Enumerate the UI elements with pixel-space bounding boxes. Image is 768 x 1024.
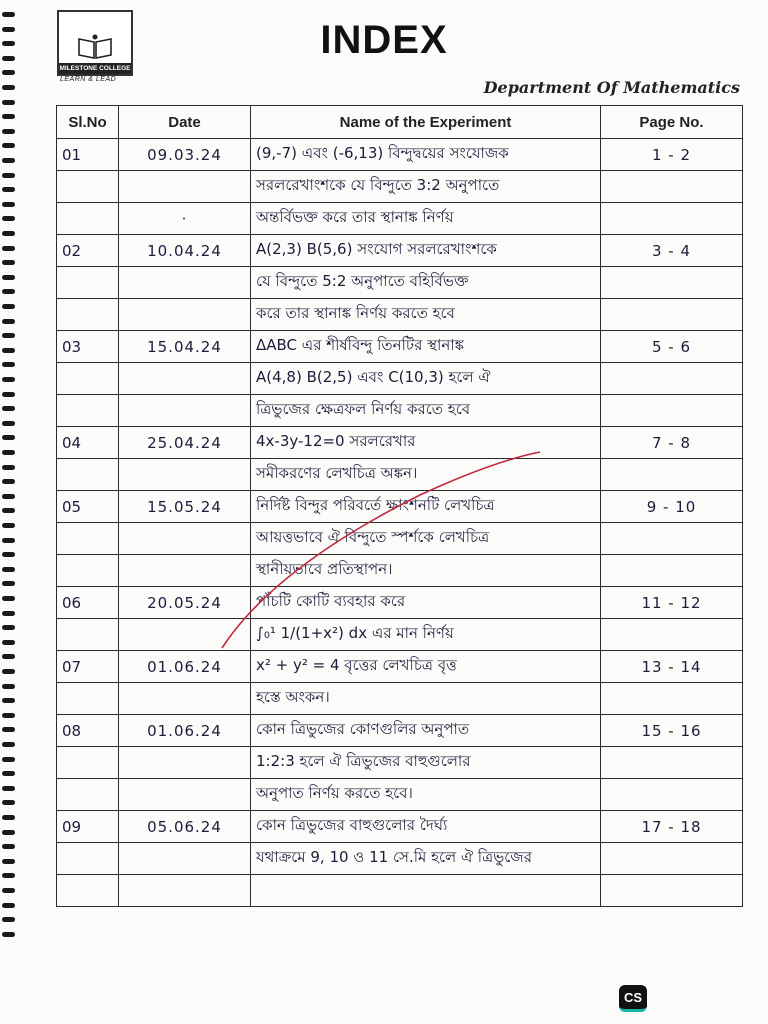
cell-page-no: 3 - 4 (601, 235, 743, 267)
cell-sl (57, 267, 119, 299)
cell-sl: 07 (57, 651, 119, 683)
cell-date: 01.06.24 (119, 715, 251, 747)
cell-date: · (119, 203, 251, 235)
cell-date (119, 683, 251, 715)
table-row (57, 843, 743, 875)
table-row (57, 267, 743, 299)
spiral-ring (2, 100, 15, 105)
page-title: INDEX (320, 18, 448, 62)
cell-page-no: 5 - 6 (601, 331, 743, 363)
cell-experiment-name: সরলরেখাংশকে যে বিন্দুতে 3:2 অনুপাতে (251, 171, 601, 203)
table-row (57, 459, 743, 491)
spiral-ring (2, 173, 15, 178)
spiral-ring (2, 435, 15, 440)
cell-date (119, 555, 251, 587)
cell-sl (57, 363, 119, 395)
cell-sl (57, 619, 119, 651)
spiral-ring (2, 859, 15, 864)
table-row (57, 651, 743, 683)
table-row (57, 299, 743, 331)
cell-experiment-name: A(4,8) B(2,5) এবং C(10,3) হলে ঐ (251, 363, 601, 395)
cell-date (119, 843, 251, 875)
spiral-ring (2, 406, 15, 411)
spiral-ring (2, 581, 15, 586)
cell-page-no: 13 - 14 (601, 651, 743, 683)
cell-date: 10.04.24 (119, 235, 251, 267)
cell-date: 15.05.24 (119, 491, 251, 523)
cell-page-no (601, 619, 743, 651)
spiral-ring (2, 625, 15, 630)
spiral-ring (2, 596, 15, 601)
cell-date: 25.04.24 (119, 427, 251, 459)
spiral-ring (2, 319, 15, 324)
spiral-ring (2, 552, 15, 557)
cell-page-no: 17 - 18 (601, 811, 743, 843)
cell-date (119, 779, 251, 811)
spiral-ring (2, 903, 15, 908)
cell-date (119, 523, 251, 555)
spiral-ring (2, 742, 15, 747)
spiral-ring (2, 114, 15, 119)
cell-experiment-name: অন্তর্বিভক্ত করে তার স্থানাঙ্ক নির্ণয় (251, 203, 601, 235)
table-row (57, 171, 743, 203)
cell-page-no (601, 363, 743, 395)
cell-sl (57, 683, 119, 715)
table-row (57, 555, 743, 587)
cell-sl (57, 523, 119, 555)
table-row (57, 523, 743, 555)
spiral-ring (2, 289, 15, 294)
table-row (57, 427, 743, 459)
cell-sl (57, 779, 119, 811)
cell-date: 20.05.24 (119, 587, 251, 619)
spiral-ring (2, 815, 15, 820)
spiral-ring (2, 757, 15, 762)
table-row (57, 875, 743, 907)
spiral-ring (2, 698, 15, 703)
spiral-ring (2, 830, 15, 835)
cell-experiment-name (251, 875, 601, 907)
cell-experiment-name: সমীকরণের লেখচিত্র অঙ্কন। (251, 459, 601, 491)
cell-experiment-name: A(2,3) B(5,6) সংযোগ সরলরেখাংশকে (251, 235, 601, 267)
cell-page-no (601, 203, 743, 235)
spiral-ring (2, 12, 15, 17)
spiral-ring (2, 727, 15, 732)
table-row (57, 395, 743, 427)
spiral-ring (2, 523, 15, 528)
table-row (57, 587, 743, 619)
cell-sl: 02 (57, 235, 119, 267)
spiral-ring (2, 348, 15, 353)
table-row (57, 491, 743, 523)
spiral-ring (2, 129, 15, 134)
spiral-ring (2, 713, 15, 718)
cell-sl (57, 459, 119, 491)
cell-date: 05.06.24 (119, 811, 251, 843)
spiral-ring (2, 800, 15, 805)
cell-date (119, 619, 251, 651)
cell-sl: 08 (57, 715, 119, 747)
spiral-ring (2, 465, 15, 470)
spiral-ring (2, 873, 15, 878)
spiral-ring (2, 275, 15, 280)
cell-experiment-name: (9,-7) এবং (-6,13) বিন্দুদ্বয়ের সংযোজক (251, 139, 601, 171)
spiral-ring (2, 684, 15, 689)
spiral-ring (2, 508, 15, 513)
cell-page-no: 7 - 8 (601, 427, 743, 459)
table-row (57, 235, 743, 267)
index-table (56, 105, 743, 907)
cell-sl (57, 555, 119, 587)
spiral-binding (0, 0, 22, 950)
cell-date (119, 299, 251, 331)
cell-date: 15.04.24 (119, 331, 251, 363)
spiral-ring (2, 187, 15, 192)
logo-college-name: MILESTONE COLLEGE (59, 65, 131, 72)
cell-date: 01.06.24 (119, 651, 251, 683)
spiral-ring (2, 494, 15, 499)
column-header-sl: Sl.No (57, 106, 119, 139)
spiral-ring (2, 669, 15, 674)
cell-sl (57, 171, 119, 203)
spiral-ring (2, 231, 15, 236)
spiral-ring (2, 333, 15, 338)
cell-page-no: 9 - 10 (601, 491, 743, 523)
cell-page-no: 11 - 12 (601, 587, 743, 619)
table-row (57, 747, 743, 779)
table-row (57, 619, 743, 651)
cell-page-no: 1 - 2 (601, 139, 743, 171)
spiral-ring (2, 932, 15, 937)
spiral-ring (2, 362, 15, 367)
cell-sl: 09 (57, 811, 119, 843)
cell-sl: 01 (57, 139, 119, 171)
cell-date: 09.03.24 (119, 139, 251, 171)
table-row (57, 715, 743, 747)
cell-page-no (601, 683, 743, 715)
cell-experiment-name: কোন ত্রিভুজের বাহুগুলোর দৈর্ঘ্য (251, 811, 601, 843)
spiral-ring (2, 304, 15, 309)
column-header-page: Page No. (601, 106, 743, 139)
table-row (57, 811, 743, 843)
cell-experiment-name: যথাক্রমে 9, 10 ও 11 সে.মি হলে ঐ ত্রিভুজের (251, 843, 601, 875)
cell-experiment-name: ত্রিভুজের ক্ষেত্রফল নির্ণয় করতে হবে (251, 395, 601, 427)
spiral-ring (2, 158, 15, 163)
cell-sl: 05 (57, 491, 119, 523)
cell-date (119, 171, 251, 203)
spiral-ring (2, 538, 15, 543)
spiral-ring (2, 786, 15, 791)
cell-sl (57, 747, 119, 779)
cell-page-no (601, 779, 743, 811)
cell-experiment-name: 1:2:3 হলে ঐ ত্রিভুজের বাহুগুলোর (251, 747, 601, 779)
cell-sl: 04 (57, 427, 119, 459)
cell-page-no (601, 267, 743, 299)
cell-date (119, 395, 251, 427)
cell-experiment-name: যে বিন্দুতে 5:2 অনুপাতে বহির্বিভক্ত (251, 267, 601, 299)
table-header-row (57, 106, 743, 139)
cell-experiment-name: ∫₀¹ 1/(1+x²) dx এর মান নির্ণয় (251, 619, 601, 651)
cell-experiment-name: স্থানীয়ভাবে প্রতিস্থাপন। (251, 555, 601, 587)
cell-page-no (601, 395, 743, 427)
table-row (57, 331, 743, 363)
cell-experiment-name: পাঁচটি কোটি ব্যবহার করে (251, 587, 601, 619)
spiral-ring (2, 917, 15, 922)
table-row (57, 203, 743, 235)
table-row (57, 139, 743, 171)
spiral-ring (2, 611, 15, 616)
spiral-ring (2, 771, 15, 776)
spiral-ring (2, 260, 15, 265)
spiral-ring (2, 143, 15, 148)
spiral-ring (2, 567, 15, 572)
cell-date (119, 459, 251, 491)
cell-experiment-name: ΔABC এর শীর্ষবিন্দু তিনটির স্থানাঙ্ক (251, 331, 601, 363)
department-label: Department Of Mathematics (483, 78, 740, 97)
spiral-ring (2, 246, 15, 251)
cell-page-no (601, 523, 743, 555)
spiral-ring (2, 450, 15, 455)
cell-page-no: 15 - 16 (601, 715, 743, 747)
cell-page-no (601, 459, 743, 491)
cell-date (119, 875, 251, 907)
cell-experiment-name: কোন ত্রিভুজের কোণগুলির অনুপাত (251, 715, 601, 747)
cell-sl: 03 (57, 331, 119, 363)
spiral-ring (2, 654, 15, 659)
spiral-ring (2, 421, 15, 426)
table-row (57, 363, 743, 395)
spiral-ring (2, 85, 15, 90)
cell-date (119, 363, 251, 395)
cell-sl (57, 395, 119, 427)
cell-experiment-name: 4x-3y-12=0 সরলরেখার (251, 427, 601, 459)
cell-page-no (601, 299, 743, 331)
cell-experiment-name: নির্দিষ্ট বিন্দুর পরিবর্তে ক্ষাংশনটি লেখচিত্র (251, 491, 601, 523)
cell-page-no (601, 171, 743, 203)
logo-tagline: LEARN & LEAD (60, 76, 117, 83)
cell-sl (57, 875, 119, 907)
cell-page-no (601, 747, 743, 779)
spiral-ring (2, 844, 15, 849)
spiral-ring (2, 888, 15, 893)
table-row (57, 779, 743, 811)
table-body (57, 139, 743, 907)
cell-sl (57, 299, 119, 331)
cell-sl (57, 843, 119, 875)
cell-sl (57, 203, 119, 235)
cell-experiment-name: অনুপাত নির্ণয় করতে হবে। (251, 779, 601, 811)
table-row (57, 683, 743, 715)
camscanner-watermark: CS (619, 985, 647, 1012)
spiral-ring (2, 392, 15, 397)
cell-date (119, 267, 251, 299)
column-header-date: Date (119, 106, 251, 139)
cell-experiment-name: আয়ত্তভাবে ঐ বিন্দুতে স্পর্শকে লেখচিত্র (251, 523, 601, 555)
cell-page-no (601, 843, 743, 875)
cell-page-no (601, 875, 743, 907)
spiral-ring (2, 640, 15, 645)
spiral-ring (2, 202, 15, 207)
spiral-ring (2, 216, 15, 221)
cell-page-no (601, 555, 743, 587)
spiral-ring (2, 377, 15, 382)
cell-date (119, 747, 251, 779)
cell-sl: 06 (57, 587, 119, 619)
spiral-ring (2, 479, 15, 484)
column-header-name: Name of the Experiment (251, 106, 601, 139)
cell-experiment-name: x² + y² = 4 বৃত্তের লেখচিত্র বৃত্ত (251, 651, 601, 683)
cell-experiment-name: হস্তে অংকন। (251, 683, 601, 715)
cell-experiment-name: করে তার স্থানাঙ্ক নির্ণয় করতে হবে (251, 299, 601, 331)
spiral-ring (2, 70, 15, 75)
